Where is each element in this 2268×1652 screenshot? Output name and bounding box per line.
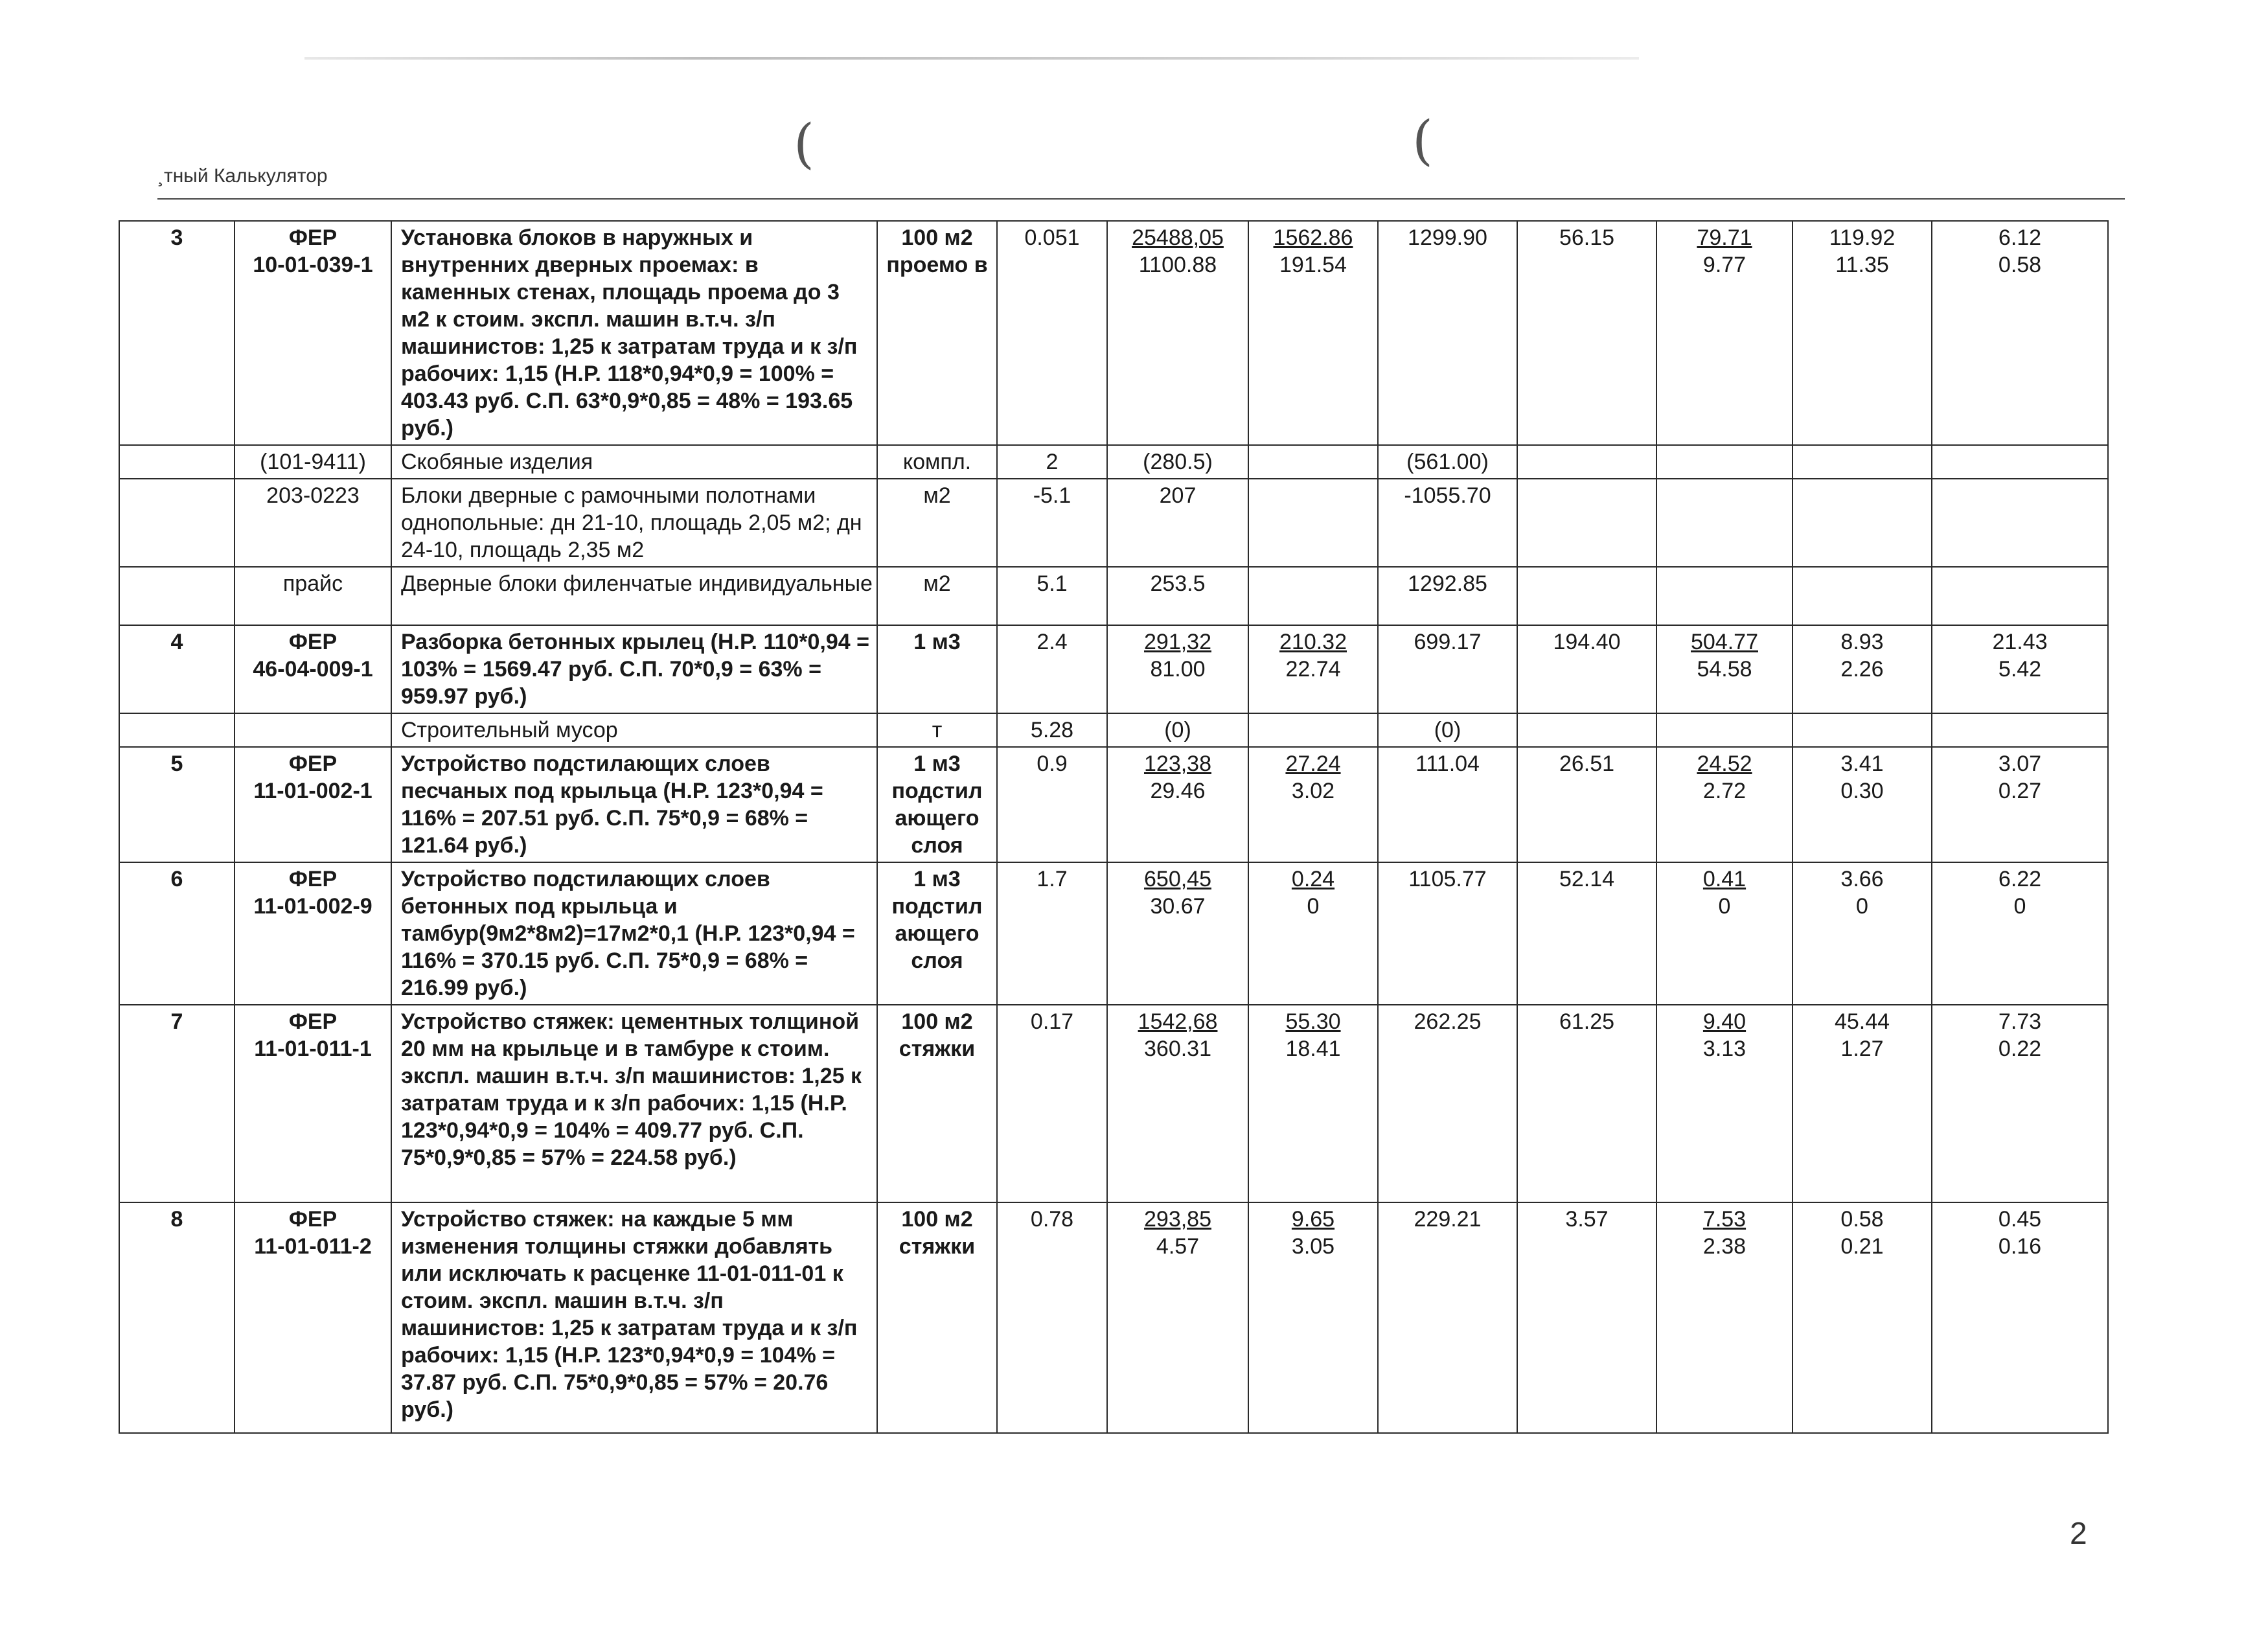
unit-cell — [877, 221, 997, 445]
rate-code-line: 11-01-011-1 — [254, 1037, 372, 1061]
unit: т — [932, 718, 943, 742]
labor-hours-cell — [1793, 713, 1932, 747]
labor-hours-top: 3.41 — [1840, 751, 1884, 776]
row-number: 5 — [170, 751, 183, 776]
unit: 1 м3 подстил ающего слоя — [891, 867, 983, 973]
labor-total-bottom: 0.27 — [1998, 779, 2042, 803]
quantity: 5.1 — [1037, 571, 1068, 596]
unit-cost-bottom: 29.46 — [1150, 779, 1206, 803]
labor-hours-bottom: 1.27 — [1840, 1037, 1884, 1061]
table-row — [119, 479, 2108, 567]
total-wage-cell — [1517, 567, 1656, 625]
total-wage-cell — [1517, 1202, 1656, 1433]
work-description: Скобяные изделия — [401, 450, 593, 474]
labor-hours-cell — [1793, 1005, 1932, 1202]
labor-hours-cell — [1793, 625, 1932, 713]
total-cost: 1105.77 — [1408, 867, 1487, 891]
row-number-cell — [119, 445, 235, 479]
machine-cost-cell — [1248, 1005, 1378, 1202]
work-description-cell — [391, 747, 877, 862]
unit-cell — [877, 747, 997, 862]
rate-code-cell — [235, 862, 391, 1005]
rate-code-cell — [235, 221, 391, 445]
total-machine-top: 0.41 — [1702, 867, 1747, 891]
unit-cost-bottom: 253.5 — [1150, 571, 1206, 596]
unit-cost-cell — [1107, 862, 1248, 1005]
total-wage-cell — [1517, 625, 1656, 713]
total-wage-cell — [1517, 445, 1656, 479]
unit-cost-cell — [1107, 479, 1248, 567]
quantity: 0.78 — [1030, 1207, 1074, 1232]
work-description: Блоки дверные с рамочными полотнами однопольные: дн 21-10, площадь 2,05 м2; дн 24-10, площадь 2,35 м2 — [401, 483, 862, 562]
total-wage-cell — [1517, 747, 1656, 862]
table-row — [119, 445, 2108, 479]
rate-code-cell — [235, 625, 391, 713]
estimate-table — [119, 220, 2109, 1434]
labor-total-cell — [1932, 1005, 2108, 1202]
total-wage: 26.51 — [1559, 751, 1615, 776]
labor-total-cell — [1932, 445, 2108, 479]
total-machine-bottom: 0 — [1718, 894, 1731, 919]
labor-hours-top: 45.44 — [1834, 1009, 1890, 1034]
machine-cost-top: 210.32 — [1279, 630, 1347, 654]
unit: м2 — [923, 483, 951, 508]
labor-hours-top: 3.66 — [1840, 867, 1884, 891]
table-row — [119, 713, 2108, 747]
row-number-cell — [119, 713, 235, 747]
estimate-table-body — [119, 221, 2108, 1433]
work-description: Строительный мусор — [401, 718, 618, 742]
total-machine-top: 504.77 — [1691, 630, 1758, 654]
labor-total-cell — [1932, 221, 2108, 445]
rate-code-line: ФЕР — [288, 225, 338, 250]
work-description: Установка блоков в наружных и внутренних дверных проемах: в каменных стенах, площадь проема до 3 м2 к стоим. экспл. машин в.т.ч. з/п машинистов: 1,25 к затратам труда и к з/п рабочих: 1,15 (Н.Р. 118*0,94*0,9 = 100% = 403.43 руб. С.П. 63*0,9*0,85 = 48% = 193.65 руб.) — [401, 225, 858, 441]
row-number: 7 — [170, 1009, 183, 1034]
rate-code-line: 11-01-002-9 — [253, 894, 372, 919]
unit: 1 м3 — [913, 630, 961, 654]
labor-total-top: 3.07 — [1998, 751, 2042, 776]
labor-total-top: 6.12 — [1998, 225, 2042, 250]
rate-code-line: 203-0223 — [266, 483, 360, 508]
labor-hours-cell — [1793, 567, 1932, 625]
labor-total-bottom: 5.42 — [1998, 657, 2042, 682]
quantity-cell — [997, 567, 1107, 625]
work-description-cell — [391, 567, 877, 625]
unit-cost-top: 123,38 — [1144, 751, 1211, 776]
labor-total-cell — [1932, 625, 2108, 713]
total-cost-cell — [1378, 445, 1517, 479]
labor-hours-bottom: 0.21 — [1840, 1234, 1884, 1259]
rate-code-line: ФЕР — [288, 1207, 338, 1232]
estimate-table-container — [119, 220, 2107, 1422]
labor-total-cell — [1932, 713, 2108, 747]
labor-total-cell — [1932, 567, 2108, 625]
unit-cost-bottom: (0) — [1164, 718, 1191, 742]
quantity-cell — [997, 1202, 1107, 1433]
unit-cell — [877, 479, 997, 567]
labor-total-bottom: 0 — [2013, 894, 2026, 919]
labor-hours-cell — [1793, 479, 1932, 567]
work-description-cell — [391, 1202, 877, 1433]
labor-hours-bottom: 11.35 — [1835, 253, 1889, 277]
quantity-cell — [997, 862, 1107, 1005]
total-cost-cell — [1378, 1005, 1517, 1202]
labor-total-bottom: 0.16 — [1998, 1234, 2042, 1259]
rate-code-cell — [235, 747, 391, 862]
quantity-cell — [997, 479, 1107, 567]
unit-cell — [877, 445, 997, 479]
total-cost: 699.17 — [1414, 630, 1482, 654]
labor-total-bottom: 0.58 — [1998, 253, 2042, 277]
quantity-cell — [997, 1005, 1107, 1202]
rate-code-line: (101-9411) — [260, 450, 366, 474]
quantity-cell — [997, 445, 1107, 479]
rate-code-cell — [235, 1202, 391, 1433]
machine-cost-bottom: 3.02 — [1291, 779, 1335, 803]
total-machine-cell — [1656, 221, 1793, 445]
machine-cost-top: 27.24 — [1285, 751, 1341, 776]
total-machine-top: 79.71 — [1697, 225, 1752, 250]
labor-total-cell — [1932, 479, 2108, 567]
machine-cost-bottom: 18.41 — [1285, 1037, 1341, 1061]
unit-cell — [877, 1005, 997, 1202]
work-description-cell — [391, 713, 877, 747]
labor-hours-cell — [1793, 445, 1932, 479]
rate-code-cell — [235, 713, 391, 747]
unit-cost-top: 291,32 — [1144, 630, 1211, 654]
machine-cost-top: 0.24 — [1291, 867, 1335, 891]
machine-cost-cell — [1248, 862, 1378, 1005]
labor-total-top: 0.45 — [1998, 1207, 2042, 1232]
machine-cost-bottom: 22.74 — [1285, 657, 1341, 682]
machine-cost-cell — [1248, 747, 1378, 862]
row-number: 4 — [170, 630, 183, 654]
quantity: 2.4 — [1037, 630, 1068, 654]
labor-hours-top: 119.92 — [1829, 225, 1896, 250]
page-number: 2 — [2070, 1517, 2087, 1551]
work-description: Устройство подстилающих слоев песчаных под крыльца (Н.Р. 123*0,94 = 116% = 207.51 руб. С.П. 75*0,9 = 68% = 121.64 руб.) — [401, 751, 823, 858]
total-wage-cell — [1517, 221, 1656, 445]
total-cost: 1299.90 — [1408, 225, 1487, 250]
unit-cell — [877, 625, 997, 713]
unit-cost-bottom: 207 — [1159, 483, 1197, 508]
total-wage: 194.40 — [1553, 630, 1621, 654]
rate-code-line: прайс — [282, 571, 343, 596]
unit-cost-bottom: 4.57 — [1156, 1234, 1200, 1259]
machine-cost-top: 9.65 — [1291, 1207, 1335, 1232]
quantity: 5.28 — [1030, 718, 1074, 742]
total-wage: 52.14 — [1559, 867, 1615, 891]
total-machine-bottom: 9.77 — [1702, 253, 1747, 277]
table-row — [119, 862, 2108, 1005]
machine-cost-top: 55.30 — [1285, 1009, 1341, 1034]
labor-total-cell — [1932, 1202, 2108, 1433]
total-machine-cell — [1656, 567, 1793, 625]
total-machine-cell — [1656, 1005, 1793, 1202]
unit-cost-top: 25488,05 — [1132, 225, 1224, 250]
table-row — [119, 1202, 2108, 1433]
labor-hours-cell — [1793, 221, 1932, 445]
row-number: 6 — [170, 867, 183, 891]
punch-mark-left: ( — [794, 113, 814, 175]
unit-cost-cell — [1107, 1202, 1248, 1433]
rate-code-line: ФЕР — [288, 630, 338, 654]
total-machine-top: 9.40 — [1702, 1009, 1747, 1034]
total-machine-top: 7.53 — [1702, 1207, 1747, 1232]
row-number-cell — [119, 625, 235, 713]
labor-hours-cell — [1793, 862, 1932, 1005]
machine-cost-cell — [1248, 445, 1378, 479]
rate-code-line: 46-04-009-1 — [253, 657, 373, 682]
total-cost-cell — [1378, 567, 1517, 625]
page-header-title: ¸тный Калькулятор — [157, 165, 328, 187]
total-wage: 56.15 — [1559, 225, 1615, 250]
total-machine-cell — [1656, 445, 1793, 479]
rate-code-line: ФЕР — [288, 1009, 338, 1034]
labor-total-top: 21.43 — [1992, 630, 2048, 654]
labor-total-top: 7.73 — [1998, 1009, 2042, 1034]
quantity: 2 — [1046, 450, 1059, 474]
total-machine-cell — [1656, 625, 1793, 713]
unit-cost-cell — [1107, 1005, 1248, 1202]
labor-hours-bottom: 0.30 — [1840, 779, 1884, 803]
total-wage-cell — [1517, 479, 1656, 567]
quantity-cell — [997, 221, 1107, 445]
unit-cost-bottom: (280.5) — [1143, 450, 1213, 474]
machine-cost-bottom: 0 — [1307, 894, 1320, 919]
table-row — [119, 625, 2108, 713]
table-row — [119, 747, 2108, 862]
total-cost: -1055.70 — [1404, 483, 1491, 508]
rate-code-cell — [235, 1005, 391, 1202]
labor-hours-top: 8.93 — [1840, 630, 1884, 654]
unit: 1 м3 подстил ающего слоя — [891, 751, 983, 858]
quantity-cell — [997, 747, 1107, 862]
unit-cost-top: 1542,68 — [1138, 1009, 1218, 1034]
unit-cost-cell — [1107, 747, 1248, 862]
row-number-cell — [119, 479, 235, 567]
row-number-cell — [119, 1005, 235, 1202]
row-number-cell — [119, 747, 235, 862]
unit: 100 м2 стяжки — [899, 1207, 976, 1259]
work-description-cell — [391, 221, 877, 445]
total-cost-cell — [1378, 1202, 1517, 1433]
labor-hours-bottom: 2.26 — [1840, 657, 1884, 682]
total-cost-cell — [1378, 862, 1517, 1005]
machine-cost-cell — [1248, 479, 1378, 567]
total-machine-bottom: 2.38 — [1702, 1234, 1747, 1259]
quantity: 0.051 — [1024, 225, 1080, 250]
quantity: 0.17 — [1030, 1009, 1074, 1034]
scan-top-line — [304, 57, 1639, 60]
work-description-cell — [391, 862, 877, 1005]
rate-code-line: ФЕР — [288, 751, 338, 776]
table-row — [119, 1005, 2108, 1202]
machine-cost-top: 1562.86 — [1273, 225, 1353, 250]
rate-code-cell — [235, 445, 391, 479]
machine-cost-cell — [1248, 567, 1378, 625]
row-number-cell — [119, 567, 235, 625]
row-number: 8 — [170, 1207, 183, 1232]
quantity: -5.1 — [1033, 483, 1071, 508]
labor-total-top: 6.22 — [1998, 867, 2042, 891]
unit-cost-cell — [1107, 713, 1248, 747]
total-machine-top: 24.52 — [1697, 751, 1752, 776]
header-rule — [157, 198, 2125, 200]
unit: м2 — [923, 571, 951, 596]
work-description: Разборка бетонных крылец (Н.Р. 110*0,94 = 103% = 1569.47 руб. С.П. 70*0,9 = 63% = 959.97 руб.) — [401, 630, 869, 709]
unit-cell — [877, 567, 997, 625]
unit-cost-cell — [1107, 445, 1248, 479]
row-number: 3 — [170, 225, 183, 250]
total-cost: (0) — [1434, 718, 1461, 742]
total-wage-cell — [1517, 713, 1656, 747]
total-wage: 3.57 — [1565, 1207, 1609, 1232]
unit-cost-top: 650,45 — [1144, 867, 1211, 891]
total-machine-cell — [1656, 862, 1793, 1005]
total-cost: 111.04 — [1415, 751, 1480, 776]
total-machine-cell — [1656, 479, 1793, 567]
table-row — [119, 567, 2108, 625]
unit-cell — [877, 1202, 997, 1433]
labor-hours-cell — [1793, 1202, 1932, 1433]
total-cost: 229.21 — [1414, 1207, 1482, 1232]
total-wage-cell — [1517, 862, 1656, 1005]
work-description-cell — [391, 479, 877, 567]
rate-code-cell — [235, 567, 391, 625]
unit: 100 м2 стяжки — [899, 1009, 976, 1061]
unit-cost-bottom: 30.67 — [1150, 894, 1206, 919]
unit-cost-bottom: 360.31 — [1144, 1037, 1211, 1061]
quantity: 0.9 — [1037, 751, 1068, 776]
row-number-cell — [119, 221, 235, 445]
machine-cost-bottom: 3.05 — [1291, 1234, 1335, 1259]
unit-cost-bottom: 1100.88 — [1138, 253, 1217, 277]
quantity: 1.7 — [1037, 867, 1068, 891]
total-cost-cell — [1378, 625, 1517, 713]
work-description: Устройство подстилающих слоев бетонных под крыльца и тамбур(9м2*8м2)=17м2*0,1 (Н.Р. 123*0,94 = 116% = 370.15 руб. С.П. 75*0,9 = 68% = 216.99 руб.) — [401, 867, 855, 1000]
work-description-cell — [391, 625, 877, 713]
labor-total-cell — [1932, 862, 2108, 1005]
quantity-cell — [997, 713, 1107, 747]
machine-cost-cell — [1248, 1202, 1378, 1433]
total-wage-cell — [1517, 1005, 1656, 1202]
table-row — [119, 221, 2108, 445]
total-cost: 262.25 — [1414, 1009, 1482, 1034]
total-cost-cell — [1378, 747, 1517, 862]
total-machine-cell — [1656, 713, 1793, 747]
machine-cost-bottom: 191.54 — [1279, 253, 1347, 277]
labor-total-bottom: 0.22 — [1998, 1037, 2042, 1061]
rate-code-cell — [235, 479, 391, 567]
total-machine-bottom: 2.72 — [1702, 779, 1747, 803]
machine-cost-cell — [1248, 713, 1378, 747]
total-cost-cell — [1378, 221, 1517, 445]
work-description: Дверные блоки филенчатые индивидуальные — [401, 571, 873, 596]
unit: 100 м2 проемо в — [886, 225, 988, 277]
total-cost: (561.00) — [1406, 450, 1489, 474]
total-cost-cell — [1378, 479, 1517, 567]
work-description: Устройство стяжек: цементных толщиной 20 мм на крыльце и в тамбуре к стоим. экспл. машин в.т.ч. з/п машинистов: 1,25 к затратам труда и к з/п рабочих: 1,15 (Н.Р. 123*0,94*0,9 = 104% = 409.77 руб. С.П. 75*0,9*0,85 = 57% = 224.58 руб.) — [401, 1009, 862, 1170]
unit-cost-cell — [1107, 625, 1248, 713]
labor-total-cell — [1932, 747, 2108, 862]
unit-cost-bottom: 81.00 — [1150, 657, 1206, 682]
total-cost-cell — [1378, 713, 1517, 747]
work-description-cell — [391, 445, 877, 479]
row-number-cell — [119, 1202, 235, 1433]
unit-cost-cell — [1107, 567, 1248, 625]
unit-cell — [877, 862, 997, 1005]
total-machine-cell — [1656, 747, 1793, 862]
labor-hours-bottom: 0 — [1856, 894, 1868, 919]
machine-cost-cell — [1248, 221, 1378, 445]
total-machine-cell — [1656, 1202, 1793, 1433]
total-wage: 61.25 — [1559, 1009, 1615, 1034]
rate-code-line: 11-01-002-1 — [253, 779, 372, 803]
unit: компл. — [902, 450, 972, 474]
labor-hours-cell — [1793, 747, 1932, 862]
total-machine-bottom: 54.58 — [1697, 657, 1752, 682]
machine-cost-cell — [1248, 625, 1378, 713]
unit-cell — [877, 713, 997, 747]
total-machine-bottom: 3.13 — [1702, 1037, 1747, 1061]
unit-cost-top: 293,85 — [1144, 1207, 1211, 1232]
total-cost: 1292.85 — [1408, 571, 1487, 596]
rate-code-line: 11-01-011-2 — [254, 1234, 372, 1259]
work-description: Устройство стяжек: на каждые 5 мм изменения толщины стяжки добавлять или исключать к расценке 11-01-011-01 к стоим. экспл. машин в.т.ч. з/п машинистов: 1,25 к затратам труда и к з/п рабочих: 1,15 (Н.Р. 123*0,94*0,9 = 104% = 37.87 руб. С.П. 75*0,9*0,85 = 57% = 20.76 руб.) — [401, 1207, 858, 1422]
punch-mark-right: ( — [1412, 110, 1433, 172]
row-number-cell — [119, 862, 235, 1005]
work-description-cell — [391, 1005, 877, 1202]
rate-code-line: ФЕР — [288, 867, 338, 891]
unit-cost-cell — [1107, 221, 1248, 445]
rate-code-line: 10-01-039-1 — [253, 253, 373, 277]
labor-hours-top: 0.58 — [1840, 1207, 1884, 1232]
quantity-cell — [997, 625, 1107, 713]
